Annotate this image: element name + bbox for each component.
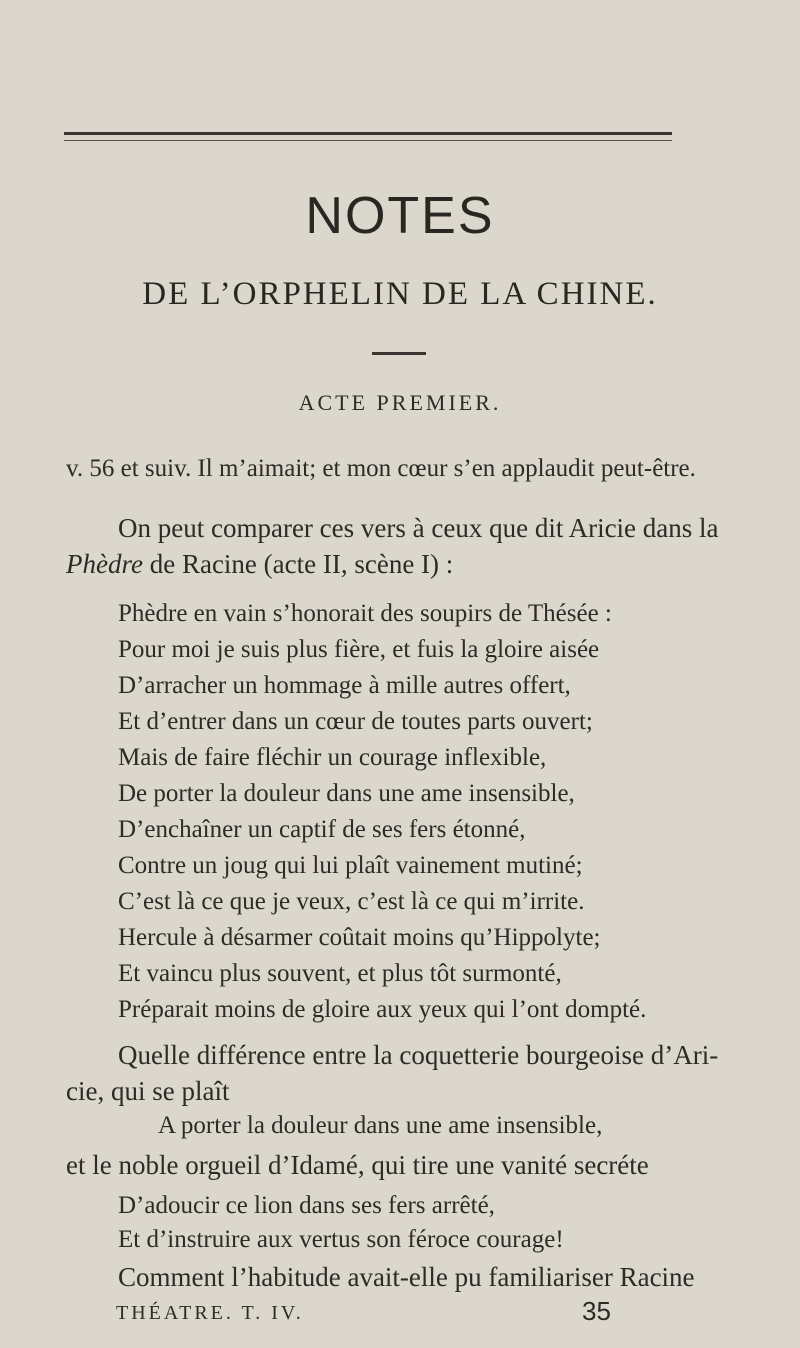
verse-line: Et d’entrer dans un cœur de toutes parts ouvert; [118, 708, 593, 735]
paragraph-line [66, 549, 453, 580]
verse-line: Mais de faire fléchir un courage inflexible, [118, 744, 547, 771]
work-title-italic: Phèdre [66, 549, 143, 579]
verse-line: De porter la douleur dans une ame insensible, [118, 780, 575, 807]
separator-rule [372, 352, 426, 355]
top-rule-thin [64, 140, 672, 141]
verse-line: C’est là ce que je veux, c’est là ce qui m’irrite. [118, 888, 585, 915]
page-subtitle: DE L’ORPHELIN DE LA CHINE. [142, 276, 658, 312]
paragraph-line: cie, qui se plaît [66, 1076, 230, 1106]
paragraph-line: On peut comparer ces vers à ceux que dit Aricie dans la [118, 513, 719, 543]
verse-line: A porter la douleur dans une ame insensible, [158, 1112, 603, 1139]
verse-line: Contre un joug qui lui plaît vainement mutiné; [118, 852, 583, 879]
act-heading: ACTE PREMIER. [298, 390, 502, 415]
paragraph-line: Quelle différence entre la coquetterie bourgeoise d’Ari- [118, 1040, 719, 1070]
page-number: 35 [582, 1296, 611, 1326]
verse-line: Pour moi je suis plus fière, et fuis la gloire aisée [118, 636, 600, 663]
verse-line: D’adoucir ce lion dans ses fers arrêté, [118, 1192, 495, 1219]
paragraph-line: et le noble orgueil d’Idamé, qui tire une vanité secréte [66, 1150, 649, 1180]
verse-line: Hercule à désarmer coûtait moins qu’Hippolyte; [118, 924, 601, 951]
verse-line: Préparait moins de gloire aux yeux qui l’ont dompté. [118, 996, 647, 1023]
paragraph-text: de Racine (acte II, scène I) : [142, 549, 454, 579]
paragraph-line: Comment l’habitude avait-elle pu familiariser Racine [118, 1262, 695, 1292]
verse-line: D’enchaîner un captif de ses fers étonné, [118, 816, 526, 843]
top-rule [64, 132, 672, 135]
verse-line: Et d’instruire aux vertus son féroce courage! [118, 1226, 564, 1253]
page-title: NOTES [305, 187, 495, 245]
signature-mark: THÉATRE. T. IV. [116, 1302, 304, 1324]
verse-line: D’arracher un hommage à mille autres offert, [118, 672, 571, 699]
verse-line: Phèdre en vain s’honorait des soupirs de Thésée : [118, 600, 612, 627]
note-reference: v. 56 et suiv. Il m’aimait; et mon cœur s’en applaudit peut-être. [66, 455, 696, 482]
verse-line: Et vaincu plus souvent, et plus tôt surmonté, [118, 960, 562, 987]
